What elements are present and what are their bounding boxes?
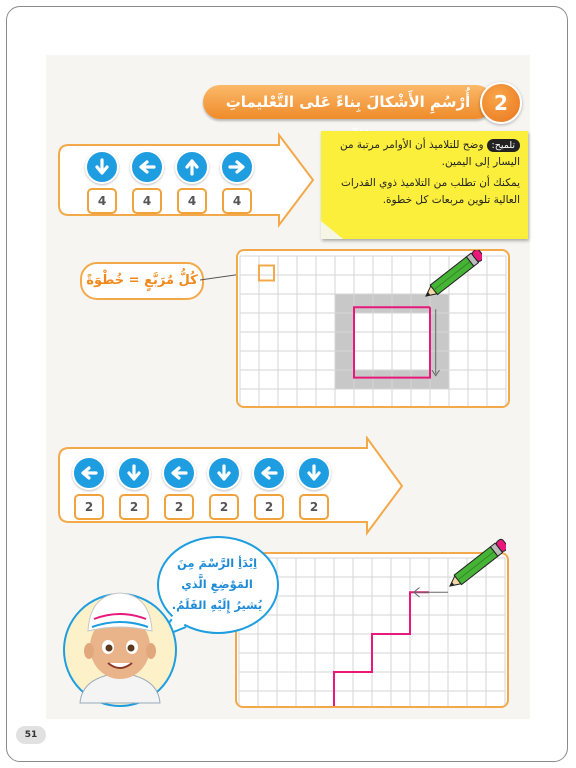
shaded-step-cell xyxy=(392,370,411,389)
shaded-step-cell xyxy=(354,294,373,313)
shaded-step-cell xyxy=(335,370,354,389)
command-step-count: 4 xyxy=(177,188,207,214)
arrow-left-icon xyxy=(130,150,164,184)
command-step-count: 2 xyxy=(74,494,104,520)
square-equals-step-label: كُلُّ مُرَبَّعٍ = خُطْوَةً xyxy=(80,262,204,300)
shaded-step-cell xyxy=(411,370,430,389)
heading-text: أُرْسُمِ الأَشْكالَ بِناءً عَلى التَّعْليماتِ xyxy=(225,93,471,111)
shaded-step-cell xyxy=(392,294,411,313)
arrow-right-icon xyxy=(220,150,254,184)
pencil-icon-2 xyxy=(442,538,506,592)
shaded-step-cell xyxy=(335,332,354,351)
arrow-down-icon xyxy=(297,456,331,490)
command-item xyxy=(162,456,196,520)
speech-bubble-text: اِبْدَأِ الرَّسْمَ مِنَ المَوْضِعِ الَّذي يُشيرُ إِلَيْهِ القَلَمُ. xyxy=(171,556,263,612)
tip-line-1: وضح للتلاميذ أن الأوامر مرتبة من اليسار إلى اليمين. xyxy=(339,139,520,168)
command-step-count: 2 xyxy=(209,494,239,520)
command-step-count: 4 xyxy=(132,188,162,214)
command-item xyxy=(175,150,209,214)
shaded-step-cell xyxy=(430,313,449,332)
command-step-count: 2 xyxy=(299,494,329,520)
command-item xyxy=(252,456,286,520)
pencil-icon xyxy=(418,250,482,302)
command-item xyxy=(297,456,331,520)
shaded-step-cell xyxy=(430,351,449,370)
highlighted-square xyxy=(259,266,274,281)
shaded-step-cell xyxy=(335,313,354,332)
arrow-down-icon xyxy=(85,150,119,184)
arrow-down-icon xyxy=(117,456,151,490)
command-item xyxy=(117,456,151,520)
command-step-count: 2 xyxy=(119,494,149,520)
shaded-step-cell xyxy=(373,370,392,389)
arrow-down-icon xyxy=(207,456,241,490)
exercise-heading xyxy=(203,82,523,122)
page-number: 51 xyxy=(16,726,46,744)
command-step-count: 4 xyxy=(87,188,117,214)
shaded-step-cell xyxy=(335,294,354,313)
command-row-2 xyxy=(72,456,342,526)
arrow-left-icon xyxy=(72,456,106,490)
boy-character-illustration xyxy=(60,575,190,710)
note-folded-corner xyxy=(321,221,343,239)
command-step-count: 4 xyxy=(222,188,252,214)
shaded-step-cell xyxy=(354,370,373,389)
shaded-step-cell xyxy=(430,370,449,389)
teacher-tip-note xyxy=(321,131,528,239)
arrow-left-icon xyxy=(162,456,196,490)
command-row-1 xyxy=(85,150,265,220)
arrow-left-icon xyxy=(252,456,286,490)
tip-line-2: يمكنك أن تطلب من التلاميذ ذوي القدرات العالية تلوين مربعات كل خطوة. xyxy=(340,177,520,206)
shaded-step-cell xyxy=(430,332,449,351)
command-item xyxy=(220,150,254,214)
tip-badge: تلميح: xyxy=(487,139,520,152)
command-item xyxy=(130,150,164,214)
command-step-count: 2 xyxy=(164,494,194,520)
arrow-up-icon xyxy=(175,150,209,184)
command-item xyxy=(85,150,119,214)
exercise-number: 2 xyxy=(480,82,522,124)
drawn-staircase-path xyxy=(334,592,429,706)
shaded-step-cell xyxy=(335,351,354,370)
shaded-step-cell xyxy=(373,294,392,313)
command-step-count: 2 xyxy=(254,494,284,520)
command-item xyxy=(72,456,106,520)
command-item xyxy=(207,456,241,520)
